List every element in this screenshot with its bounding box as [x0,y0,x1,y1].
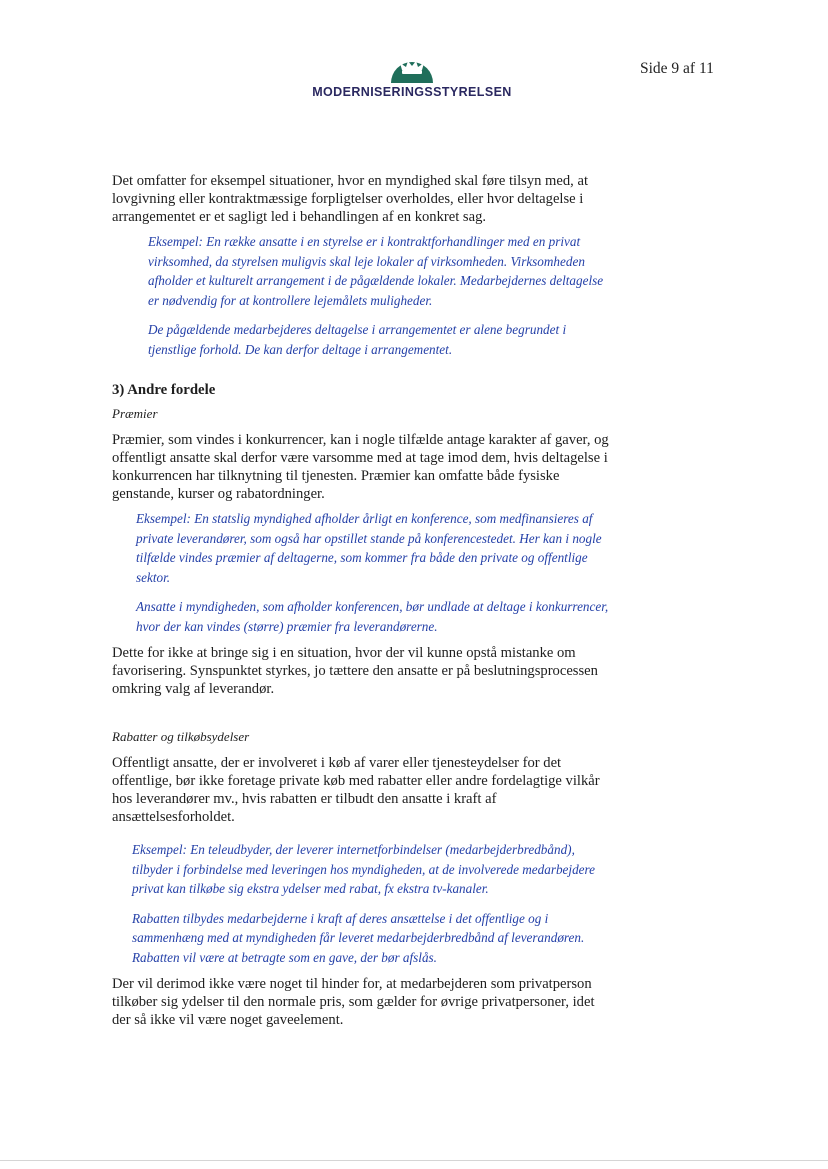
footer-divider [0,1160,828,1161]
paragraph-privatperson: Der vil derimod ikke være noget til hinder for, at medarbejderen som privatperson tilkøber sig ydelser til den normale pris, som gælder for øvrige privatpersoner, idet der så ikke vil være noget gaveelement. [112,976,595,1028]
subheading-rabatter: Rabatter og tilkøbsydelser [112,729,250,744]
example-3b: Rabatten tilbydes medarbejderne i kraft af deres ansættelse i det offentlige og i sammenhæng med at myndigheden får leveret medarbejderbredbånd af leverandøren. Rabatten vil være at betragte som en gave, der bør afslås. [132,910,585,965]
section-heading: 3) Andre fordele [112,382,216,398]
subheading-praemier: Præmier [112,406,158,421]
paragraph-rabatter: Offentligt ansatte, der er involveret i køb af varer eller tjenesteydelser for det offentlige, bør ikke foretage private køb med rabatter eller andre fordelagtige vilkår hos leverandører mv., hvis rabatten er tilbudt den ansatte i kraft af ansættelsesforholdet. [112,755,600,825]
header-logo [297,54,527,99]
intro-paragraph: Det omfatter for eksempel situationer, hvor en myndighed skal føre tilsyn med, at lovgivning eller kontraktmæssige forpligtelser overholdes, eller hvor deltagelse i arrangementet er et sagligt led i behandlingen af en konkret sag. [112,173,589,225]
org-name: MODERNISERINGSSTYRELSEN [312,85,512,99]
example-2: Eksempel: En statslig myndighed afholder årligt en konference, som medfinansieres af private leverandører, som også har opstillet stande på konferencestedet. Her kan i nogle tilfælde vindes præmier af deltagerne, som kommer fra både den private og offentlige sektor. [136,511,602,585]
example-1b: De pågældende medarbejderes deltagelse i arrangementet er alene begrundet i tjenstlige forhold. De kan derfor deltage i arrangementet. [148,322,567,357]
paragraph-favorisering: Dette for ikke at bringe sig i en situation, hvor der vil kunne opstå mistanke om favorisering. Synspunktet styrkes, jo tættere den ansatte er på beslutningsprocessen omkring valg af leverandør. [112,645,598,697]
main-content [112,172,612,1029]
example-2b: Ansatte i myndigheden, som afholder konferencen, bør undlade at deltage i konkurrencer, hvor der kan vindes (større) præmier fra leverandørerne. [136,599,609,634]
example-3: Eksempel: En teleudbyder, der leverer internetforbindelser (medarbejderbredbånd), tilbyder i forbindelse med leveringen hos myndigheden, at de involverede medarbejdere privat kan tilkøbe sig ekstra ydelser med rabat, fx ekstra tv-kanaler. [132,842,596,896]
crown-logo-icon [389,54,435,84]
page-number: Side 9 af 11 [640,60,714,77]
paragraph-praemier: Præmier, som vindes i konkurrencer, kan i nogle tilfælde antage karakter af gaver, og offentligt ansatte skal derfor være varsomme med at tage imod dem, hvis deltagelse i konkurrencen har tilknytning til tjenesten. Præmier kan omfatte både fysiske genstande, kurser og rabatordninger. [112,432,609,502]
example-1: Eksempel: En række ansatte i en styrelse er i kontraktforhandlinger med en privat virksomhed, da styrelsen muligvis skal leje lokaler af virksomheden. Virksomheden afholder et kulturelt arrangement i de pågældende lokaler. Medarbejdernes deltagelse er nødvendig for at kontrollere lejemålets muligheder. [148,234,604,308]
